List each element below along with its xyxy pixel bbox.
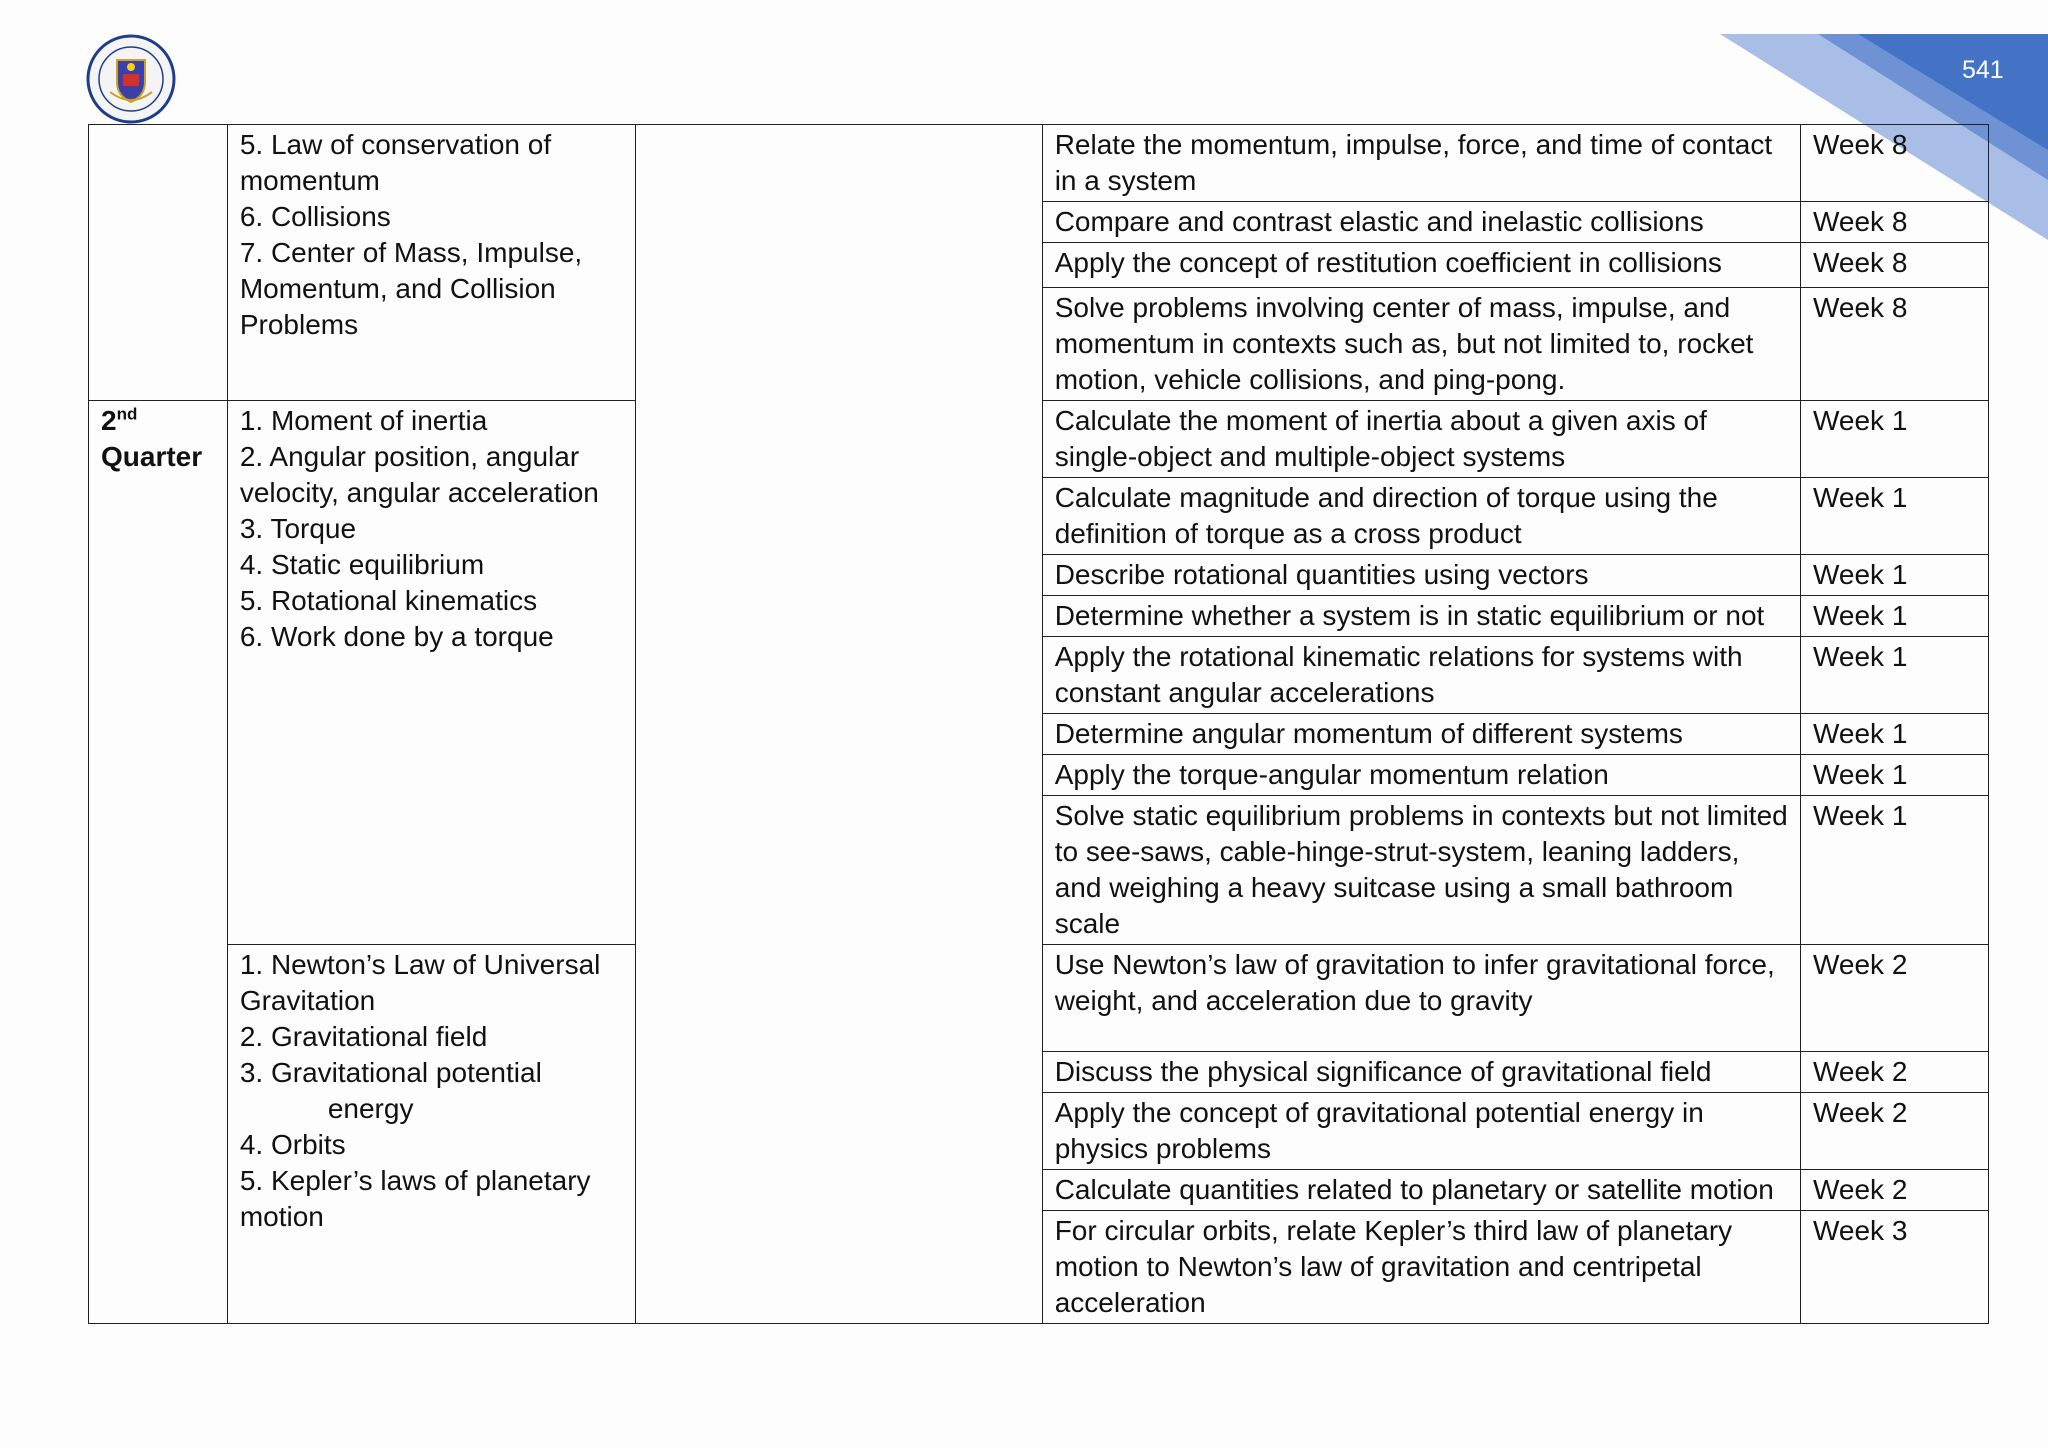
page-number: 541: [1962, 56, 2004, 84]
topic-item: 3. Torque: [239, 513, 357, 544]
topic-item: 5. Law of conservation of momentum: [239, 129, 552, 196]
topic-item: 4. Static equilibrium: [239, 549, 485, 580]
competency-cell: Calculate magnitude and direction of torque using the definition of torque as a cross product: [1042, 478, 1800, 555]
topic-item: 2. Angular position, angular velocity, angular acceleration: [239, 441, 599, 508]
quarter-ordinal-suffix: nd: [116, 404, 138, 424]
topic-item: 1. Newton’s Law of Universal Gravitation: [239, 949, 601, 1016]
quarter-ordinal: 2: [101, 405, 117, 436]
topic-item: 3. Gravitational potential: [239, 1057, 542, 1088]
week-cell: Week 1: [1800, 714, 1988, 755]
topics-cell: [227, 945, 635, 1324]
topic-list: [240, 127, 623, 343]
week-cell: Week 1: [1800, 755, 1988, 796]
competency-cell: Apply the torque-angular momentum relation: [1042, 755, 1800, 796]
topic-item: energy: [327, 1093, 414, 1124]
competency-cell: Determine whether a system is in static equilibrium or not: [1042, 596, 1800, 637]
week-cell: Week 1: [1800, 796, 1988, 945]
curriculum-table: [88, 124, 1989, 1324]
competency-cell: Apply the concept of gravitational potential energy in physics problems: [1042, 1093, 1800, 1170]
week-cell: Week 2: [1800, 945, 1988, 1052]
week-cell: Week 2: [1800, 1170, 1988, 1211]
competency-cell: Determine angular momentum of different systems: [1042, 714, 1800, 755]
competency-cell: Calculate quantities related to planetary or satellite motion: [1042, 1170, 1800, 1211]
topic-item: 5. Rotational kinematics: [239, 585, 538, 616]
topics-cell: [227, 401, 635, 945]
topic-list: [240, 403, 623, 655]
topic-item: 1. Moment of inertia: [239, 405, 488, 436]
competency-cell: Apply the concept of restitution coefficient in collisions: [1042, 243, 1800, 288]
topic-item: 7. Center of Mass, Impulse, Momentum, and Collision Problems: [239, 237, 583, 340]
quarter-label-cell: [89, 401, 228, 1324]
empty-column-cell: [635, 125, 1042, 1324]
competency-cell: Discuss the physical significance of gravitational field: [1042, 1052, 1800, 1093]
week-cell: Week 3: [1800, 1211, 1988, 1324]
competency-cell: For circular orbits, relate Kepler’s third law of planetary motion to Newton’s law of gravitation and centripetal acceleration: [1042, 1211, 1800, 1324]
competency-cell: Compare and contrast elastic and inelastic collisions: [1042, 202, 1800, 243]
week-cell: Week 8: [1800, 125, 1988, 202]
week-cell: Week 8: [1800, 202, 1988, 243]
topic-item: 6. Work done by a torque: [239, 621, 554, 652]
week-cell: Week 1: [1800, 596, 1988, 637]
week-cell: Week 1: [1800, 401, 1988, 478]
week-cell: Week 1: [1800, 637, 1988, 714]
table-row: [89, 125, 1989, 202]
competency-cell: Solve static equilibrium problems in contexts but not limited to see-saws, cable-hinge-strut-system, leaning ladders, and weighing a heavy suitcase using a small bathroom scale: [1042, 796, 1800, 945]
topic-list: [240, 947, 623, 1235]
week-cell: Week 1: [1800, 478, 1988, 555]
topics-cell: [227, 125, 635, 401]
topic-item: 4. Orbits: [239, 1129, 346, 1160]
quarter-label: Quarter: [101, 441, 203, 472]
competency-cell: Relate the momentum, impulse, force, and time of contact in a system: [1042, 125, 1800, 202]
deped-seal-logo: [86, 34, 176, 124]
competency-cell: Solve problems involving center of mass, impulse, and momentum in contexts such as, but not limited to, rocket motion, vehicle collisions, and ping-pong.: [1042, 288, 1800, 401]
week-cell: Week 8: [1800, 288, 1988, 401]
competency-cell: Calculate the moment of inertia about a given axis of single-object and multiple-object systems: [1042, 401, 1800, 478]
week-cell: Week 2: [1800, 1052, 1988, 1093]
competency-cell: Describe rotational quantities using vectors: [1042, 555, 1800, 596]
week-cell: Week 2: [1800, 1093, 1988, 1170]
quarter-cell-empty: [89, 125, 228, 401]
topic-item: 2. Gravitational field: [239, 1021, 488, 1052]
week-cell: Week 8: [1800, 243, 1988, 288]
topic-item: 5. Kepler’s laws of planetary motion: [239, 1165, 591, 1232]
week-cell: Week 1: [1800, 555, 1988, 596]
competency-cell: Use Newton’s law of gravitation to infer gravitational force, weight, and acceleration due to gravity: [1042, 945, 1800, 1052]
competency-cell: Apply the rotational kinematic relations for systems with constant angular accelerations: [1042, 637, 1800, 714]
topic-item: 6. Collisions: [239, 201, 391, 232]
